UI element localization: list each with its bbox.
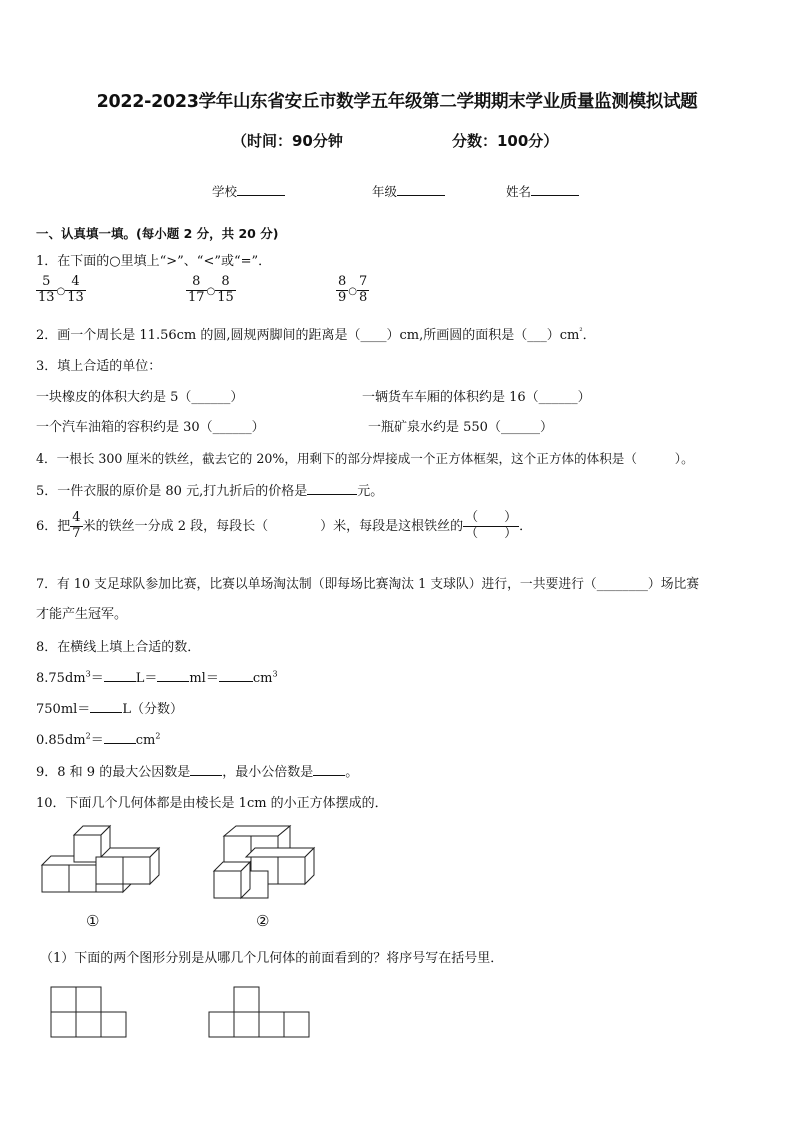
question-2: 2．画一个周长是 11.56cm 的圆,圆规两脚间的距离是（____）cm,所画圆的面积是$(\_\_\_)cm^{^2}$． xyxy=(36,326,596,343)
q3-item: 一辆货车车厢的体积约是 16（______） xyxy=(362,390,591,405)
cube-figure-2 xyxy=(210,822,322,902)
question-3: 3．填上合适的单位： xyxy=(36,359,162,374)
question-10: 10．下面几个几何体都是由棱长是 1cm 的小正方体摆成的． xyxy=(36,796,388,811)
school-label: 学校 xyxy=(212,184,238,199)
grade-label: 年级 xyxy=(372,184,398,199)
cube-figure-1 xyxy=(38,822,168,894)
exam-score: 分数：100分） xyxy=(452,132,559,150)
q3-item: 一块橡皮的体积大约是 5（______） xyxy=(36,390,244,405)
name-label: 姓名 xyxy=(506,184,532,199)
question-4: 4．一根长 300 厘米的铁丝，截去它的 20%，用剩下的部分焊接成一个正方体框架，这个正方体的体积是（ ）。 xyxy=(36,451,694,466)
q3-item: 一个汽车油箱的容积约是 30（______） xyxy=(36,420,265,435)
front-view-1 xyxy=(50,986,130,1040)
answer-blank[interactable] xyxy=(190,763,222,776)
answer-blank[interactable] xyxy=(90,700,122,713)
figure-label: ② xyxy=(256,912,270,930)
question-6: 6．把 $\frac{4}{7}$ 米的铁丝一分成 2 段，每段长（ ）米，每段是这根铁丝的 $\frac{( )}{( )}$ ． xyxy=(36,510,533,541)
page-title: 2022-2023学年山东省安丘市数学五年级第二学期期末学业质量监测模拟试题 xyxy=(96,92,698,112)
compare-circle[interactable]: ○ xyxy=(206,285,216,297)
question-9: 9．8 和 9 的最大公因数是 ，最小公倍数是 。 xyxy=(36,765,359,780)
figure-label: ① xyxy=(86,912,100,930)
answer-blank[interactable] xyxy=(104,669,136,682)
section-heading: 一、认真填一填。(每小题 2 分，共 20 分) xyxy=(36,226,279,241)
grade-blank[interactable] xyxy=(397,183,445,196)
q1-compare-2: $\frac{8}{17}$ ○ $\frac{8}{15}$ xyxy=(188,274,234,305)
question-7-cont: 才能产生冠军。 xyxy=(36,607,128,622)
front-view-2 xyxy=(208,986,314,1040)
q8-line-2: 750ml＝ L（分数） xyxy=(36,702,183,717)
answer-blank[interactable] xyxy=(313,763,345,776)
name-field[interactable] xyxy=(506,182,579,200)
q8-line-3: $0.85dm^2= cm^2$ xyxy=(36,731,161,748)
answer-blank[interactable] xyxy=(104,731,136,744)
question-5: 5．一件衣服的原价是 80 元,打九折后的价格是 元。 xyxy=(36,484,384,499)
answer-blank[interactable] xyxy=(157,669,189,682)
compare-circle[interactable]: ○ xyxy=(348,285,358,297)
question-1: 1．在下面的○里填上“>”、“<”或“=”． xyxy=(36,254,272,269)
q3-item: 一瓶矿泉水约是 550（______） xyxy=(368,420,553,435)
compare-circle[interactable]: ○ xyxy=(56,285,66,297)
question-8: 8．在横线上填上合适的数． xyxy=(36,640,201,655)
q8-line-1: $8.75dm^3= L= ml= cm^3$ xyxy=(36,669,278,686)
name-blank[interactable] xyxy=(531,183,579,196)
answer-blank[interactable] xyxy=(307,482,357,495)
exam-time: （时间：90分钟 xyxy=(232,132,343,150)
school-blank[interactable] xyxy=(237,183,285,196)
q1-compare-3: $\frac{8}{9}$ ○ $\frac{7}{8}$ xyxy=(338,274,368,305)
q1-compare-1: $\frac{5}{13}$ ○ $\frac{4}{13}$ xyxy=(38,274,84,305)
answer-blank[interactable] xyxy=(219,669,253,682)
question-7: 7．有 10 支足球队参加比赛，比赛以单场淘汰制（即每场比赛淘汰 1 支球队）进行，一共要进行（________）场比赛 xyxy=(36,577,700,592)
grade-field[interactable] xyxy=(372,182,445,200)
school-field[interactable] xyxy=(212,182,285,200)
q10-subquestion-1: （1）下面的两个图形分别是从哪几个几何体的前面看到的？将序号写在括号里． xyxy=(40,951,504,966)
